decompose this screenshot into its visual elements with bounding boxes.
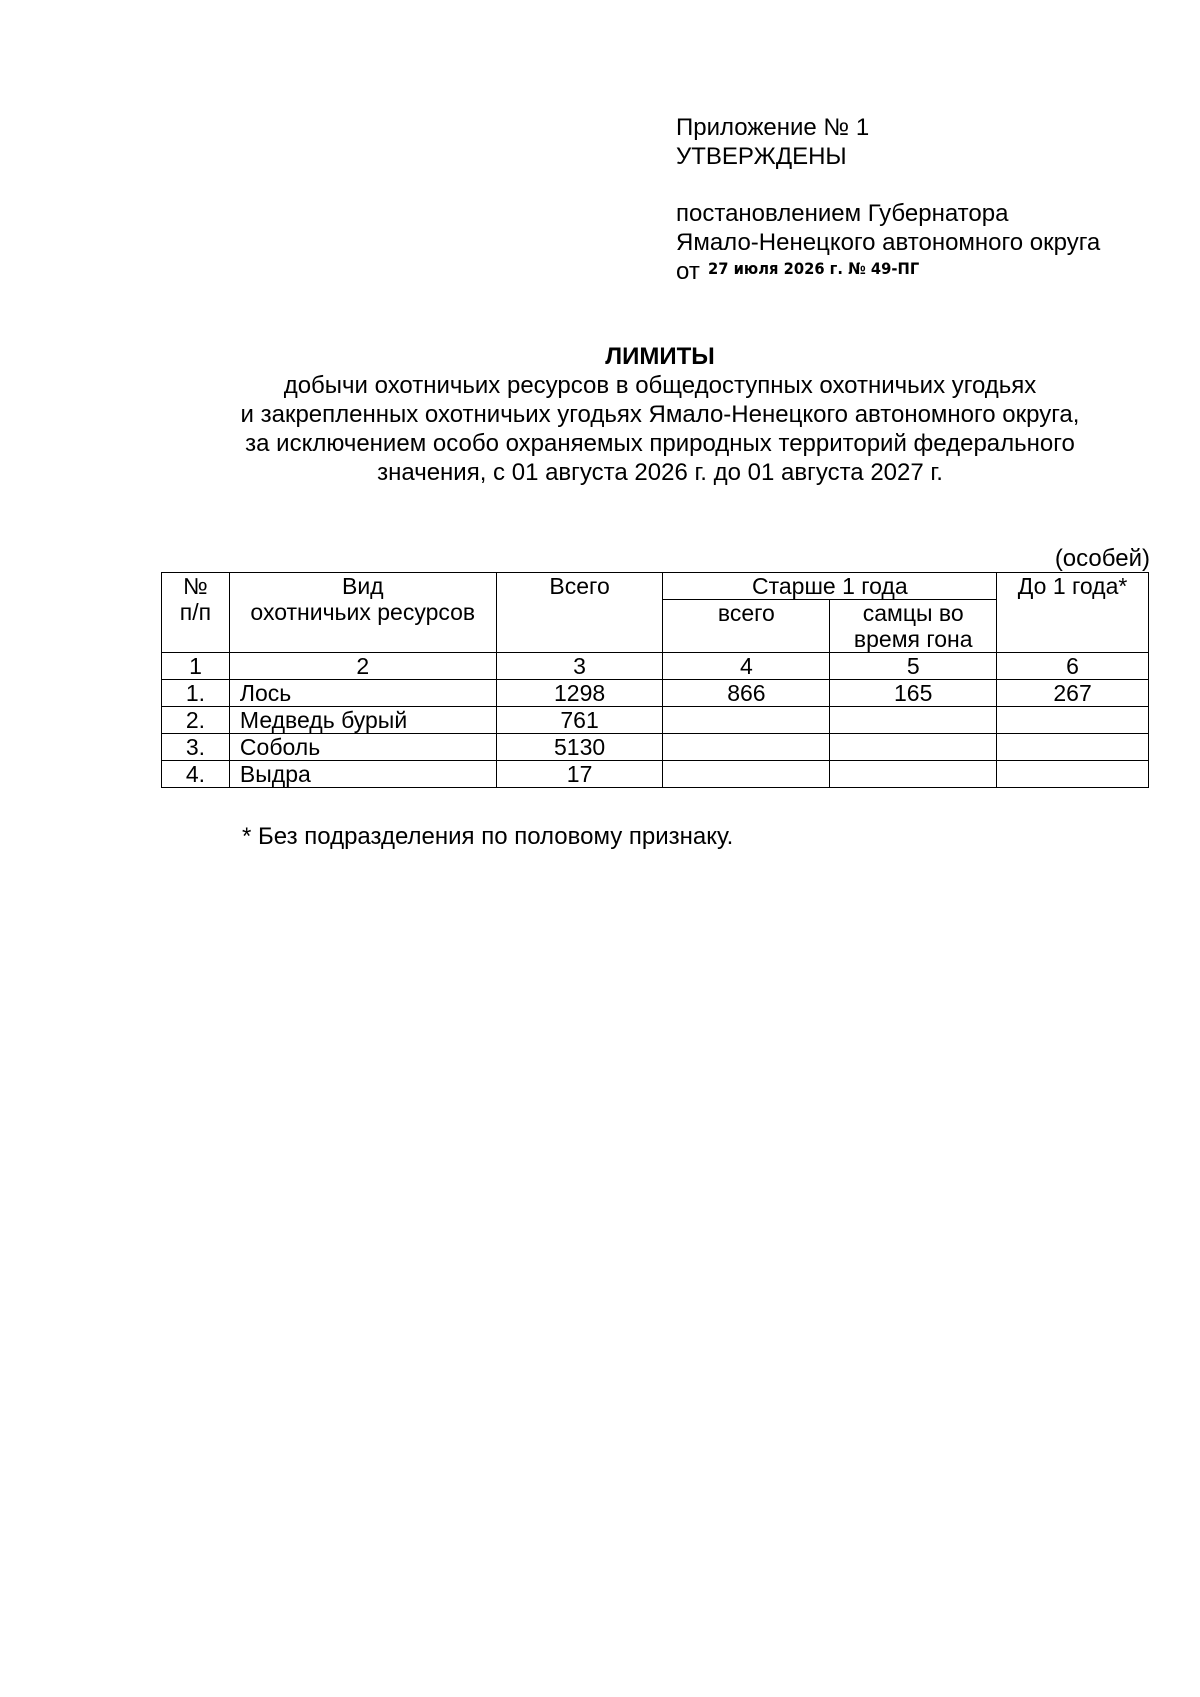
row-number: 4. bbox=[162, 761, 230, 788]
row-older-total: 866 bbox=[663, 680, 830, 707]
header-males-line-1: самцы во bbox=[862, 600, 964, 626]
title-line-3: за исключением особо охраняемых природных территорий федерального bbox=[245, 430, 1075, 457]
column-number: 4 bbox=[663, 653, 830, 680]
row-males: 165 bbox=[830, 680, 997, 707]
header-kind-line-1: Вид bbox=[341, 573, 384, 599]
column-numbers-row bbox=[162, 653, 1149, 680]
header-older: Старше 1 года bbox=[663, 573, 997, 600]
row-kind: Выдра bbox=[229, 761, 496, 788]
row-young bbox=[997, 734, 1149, 761]
row-number: 3. bbox=[162, 734, 230, 761]
header-number-line-2: п/п bbox=[179, 599, 212, 625]
title-line-1: добычи охотничьих ресурсов в общедоступных охотничьих угодьях bbox=[283, 372, 1037, 399]
header-young: До 1 года* bbox=[997, 573, 1149, 653]
row-kind: Лось bbox=[229, 680, 496, 707]
row-total: 17 bbox=[496, 761, 663, 788]
column-number: 1 bbox=[162, 653, 230, 680]
unit-label: (особей) bbox=[1054, 545, 1150, 572]
row-young bbox=[997, 761, 1149, 788]
title-line-4: значения, с 01 августа 2026 г. до 01 августа 2027 г. bbox=[377, 459, 943, 486]
row-young bbox=[997, 707, 1149, 734]
decree-line-1: постановлением Губернатора bbox=[676, 200, 1009, 227]
row-young: 267 bbox=[997, 680, 1149, 707]
table-row bbox=[162, 680, 1149, 707]
row-males bbox=[830, 734, 997, 761]
document-title bbox=[160, 342, 1160, 487]
limits-table bbox=[161, 572, 1149, 788]
title-heading: ЛИМИТЫ bbox=[605, 343, 715, 370]
row-total: 5130 bbox=[496, 734, 663, 761]
column-number: 3 bbox=[496, 653, 663, 680]
row-kind: Соболь bbox=[229, 734, 496, 761]
table-row bbox=[162, 707, 1149, 734]
column-number: 2 bbox=[229, 653, 496, 680]
row-males bbox=[830, 707, 997, 734]
appendix-label: Приложение № 1 bbox=[676, 114, 870, 141]
row-total: 1298 bbox=[496, 680, 663, 707]
row-older-total bbox=[663, 734, 830, 761]
title-line-2: и закрепленных охотничьих угодьях Ямало-Ненецкого автономного округа, bbox=[240, 401, 1080, 428]
decree-date-line bbox=[676, 257, 1100, 288]
header-number bbox=[162, 573, 230, 653]
row-older-total bbox=[663, 761, 830, 788]
column-number: 6 bbox=[997, 653, 1149, 680]
header-males-line-2: время гона bbox=[853, 626, 973, 652]
table-header-row bbox=[162, 573, 1149, 600]
approval-block bbox=[676, 113, 1100, 288]
decree-line-2: Ямало-Ненецкого автономного округа bbox=[676, 229, 1101, 256]
row-number: 2. bbox=[162, 707, 230, 734]
table-row bbox=[162, 734, 1149, 761]
approved-label: УТВЕРЖДЕНЫ bbox=[676, 143, 847, 170]
table-row bbox=[162, 761, 1149, 788]
header-number-line-1: № bbox=[183, 573, 208, 599]
row-number: 1. bbox=[162, 680, 230, 707]
header-kind-line-2: охотничьих ресурсов bbox=[250, 599, 476, 625]
row-males bbox=[830, 761, 997, 788]
row-total: 761 bbox=[496, 707, 663, 734]
decree-date-number: 27 июля 2026 г. № 49-ПГ bbox=[707, 259, 920, 278]
header-kind bbox=[229, 573, 496, 653]
footnote: * Без подразделения по половому признаку. bbox=[242, 823, 734, 850]
header-older-total: всего bbox=[663, 600, 830, 653]
header-males bbox=[830, 600, 997, 653]
column-number: 5 bbox=[830, 653, 997, 680]
spacer bbox=[676, 171, 1100, 199]
row-older-total bbox=[663, 707, 830, 734]
row-kind: Медведь бурый bbox=[229, 707, 496, 734]
from-label: от bbox=[676, 258, 700, 285]
header-total: Всего bbox=[496, 573, 663, 653]
